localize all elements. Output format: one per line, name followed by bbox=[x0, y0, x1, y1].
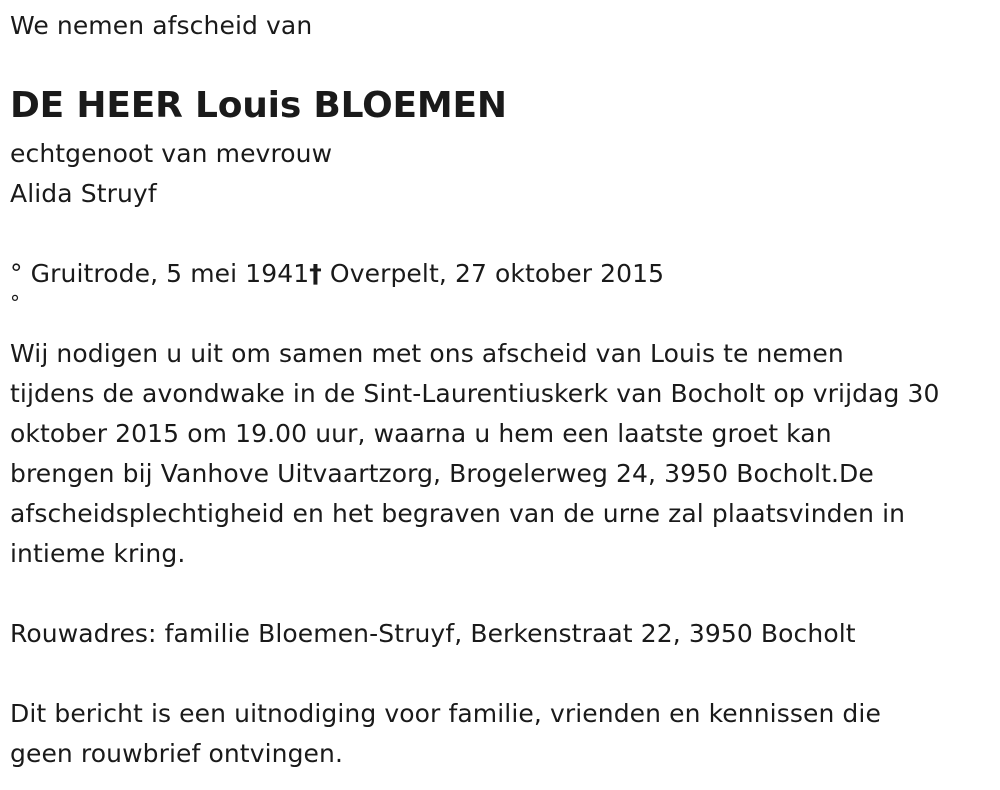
note-line: Dit bericht is een uitnodiging voor familie, vrienden en kennissen die bbox=[10, 699, 881, 728]
spouse-label: echtgenoot van mevrouw bbox=[10, 139, 333, 168]
address-line: Rouwadres: familie Bloemen-Struyf, Berkenstraat 22, 3950 Bocholt bbox=[10, 619, 856, 648]
invitation-line: afscheidsplechtigheid en het begraven van de urne zal plaatsvinden in bbox=[10, 499, 906, 528]
death-info: Overpelt, 27 oktober 2015 bbox=[321, 259, 665, 288]
mourning-address bbox=[10, 614, 1000, 654]
invitation-line: brengen bij Vanhove Uitvaartzorg, Brogelerweg 24, 3950 Bocholt.De bbox=[10, 459, 874, 488]
invitation-paragraph bbox=[10, 334, 1000, 574]
invitation-line: Wij nodigen u uit om samen met ons afscheid van Louis te nemen bbox=[10, 339, 844, 368]
intro-text: We nemen afscheid van bbox=[10, 11, 313, 40]
closing-note bbox=[10, 694, 1000, 774]
degree-mark: ° bbox=[10, 291, 20, 315]
cross-icon: † bbox=[309, 259, 322, 288]
life-dates bbox=[10, 254, 664, 294]
invitation-line: oktober 2015 om 19.00 uur, waarna u hem een laatste groet kan bbox=[10, 419, 832, 448]
invitation-line: tijdens de avondwake in de Sint-Laurentiuskerk van Bocholt op vrijdag 30 bbox=[10, 379, 940, 408]
note-line: geen rouwbrief ontvingen. bbox=[10, 739, 344, 768]
birth-info: ° Gruitrode, 5 mei 1941 bbox=[10, 259, 310, 288]
deceased-name: DE HEER Louis BLOEMEN bbox=[10, 85, 507, 126]
spouse-name: Alida Struyf bbox=[10, 179, 157, 208]
invitation-line: intieme kring. bbox=[10, 539, 186, 568]
